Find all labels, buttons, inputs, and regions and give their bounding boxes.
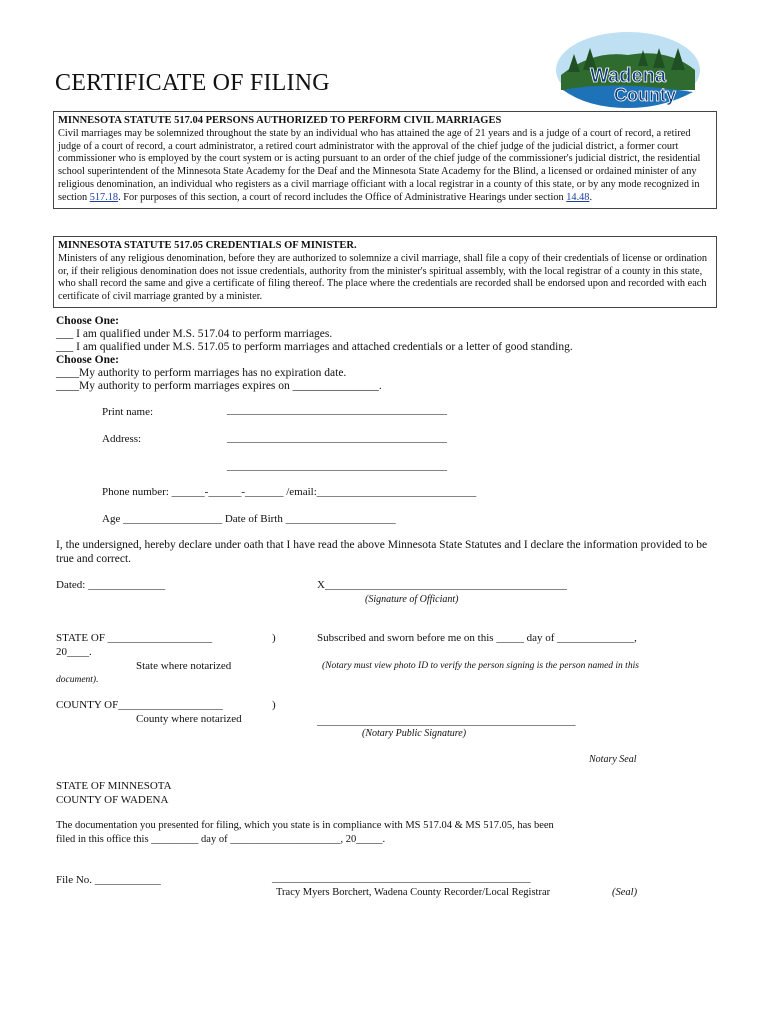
notary-seal: Notary Seal	[589, 754, 637, 765]
documentation-line-2[interactable]: filed in this office this _________ day of _____________________, 20_____.	[56, 834, 386, 845]
statute-517-04-body	[58, 128, 712, 205]
age-dob-field[interactable]: Age __________________ Date of Birth ____________________	[102, 513, 396, 525]
dated-field[interactable]: Dated: ______________	[56, 579, 166, 591]
bracket-1: )	[272, 632, 276, 644]
file-number-field[interactable]: File No. ____________	[56, 874, 161, 886]
address-field-2[interactable]: ________________________________________	[227, 460, 447, 472]
declaration: I, the undersigned, hereby declare under oath that I have read the above Minnesota State Statutes and I declare the information provided to be true and correct.	[56, 539, 708, 565]
statute-517-04-heading: MINNESOTA STATUTE 517.04 PERSONS AUTHORIZED TO PERFORM CIVIL MARRIAGES	[58, 115, 502, 126]
notary-notice-end: document).	[56, 675, 99, 685]
page-title: CERTIFICATE OF FILING	[55, 70, 330, 96]
footer-state: STATE OF MINNESOTA	[56, 780, 172, 792]
statute-517-04-text-b: . For purposes of this section, a court of record includes the Office of Administrative Hearings under section	[118, 191, 567, 203]
statute-517-04-text-a: Civil marriages may be solemnized throughout the state by an individual who has attained the age of 21 years and is a judge of a court of record, a retired judge of a court of record, a court administrator, a retired court administrator with the approval of the chief judge of the judicial district, a former court commissioner who is employed by the court system or is acting pursuant to an order of the chief judge of the commissioner's judicial district, the residential school superintendent of the Minnesota State Academy for the Deaf and the Minnesota State Academy for the Blind, a licensed or ordained minister of any religious denomination, an individual who registers as a civil marriage officiant with a local registrar in a county of this state, or by any mode recognized in section	[58, 127, 701, 203]
option-517-05[interactable]: ___ I am qualified under M.S. 517.05 to perform marriages and attached credentials or a letter of good standing.	[56, 341, 573, 353]
address-field-1[interactable]: ________________________________________	[227, 432, 447, 444]
statute-517-05-heading: MINNESOTA STATUTE 517.05 CREDENTIALS OF MINISTER.	[58, 240, 357, 251]
footer-county: COUNTY OF WADENA	[56, 794, 169, 806]
notary-notice: (Notary must view photo ID to verify the person signing is the person named in this	[322, 661, 639, 671]
wadena-county-logo	[553, 30, 703, 110]
address-label: Address:	[102, 433, 142, 445]
year-field[interactable]: 20____.	[56, 646, 92, 658]
state-of-field[interactable]: STATE OF ___________________	[56, 632, 213, 644]
bracket-2: )	[272, 699, 276, 711]
notary-signature-caption: (Notary Public Signature)	[362, 728, 467, 739]
option-expires-on[interactable]: ____My authority to perform marriages expires on _______________.	[56, 380, 382, 392]
choose-qualification	[56, 315, 573, 393]
officiant-signature-line[interactable]: X____________________________________________	[317, 579, 567, 591]
documentation-line-1: The documentation you presented for filing, which you state is in compliance with MS 517.04 & MS 517.05, has been	[56, 820, 554, 831]
logo-line2: County	[614, 85, 676, 105]
link-14-48[interactable]: 14.48	[566, 191, 590, 203]
logo-line1: Wadena	[590, 65, 666, 87]
choose-heading-1: Choose One:	[56, 315, 119, 327]
option-517-04[interactable]: ___ I am qualified under M.S. 517.04 to perform marriages.	[56, 328, 333, 340]
print-name-field[interactable]: ________________________________________	[227, 404, 447, 416]
choose-heading-2: Choose One:	[56, 354, 119, 366]
subscribed-sworn[interactable]: Subscribed and sworn before me on this _____ day of ______________,	[317, 632, 637, 644]
registrar-name: Tracy Myers Borchert, Wadena County Recorder/Local Registrar	[276, 887, 551, 898]
notary-signature-line[interactable]: _______________________________________________	[317, 715, 576, 727]
county-of-field[interactable]: COUNTY OF___________________	[56, 699, 223, 711]
option-no-expiration[interactable]: ____My authority to perform marriages has no expiration date.	[56, 367, 347, 379]
officiant-signature-caption: (Signature of Officiant)	[365, 594, 459, 605]
statute-517-04-text-c: .	[589, 191, 593, 203]
print-name-label: Print name:	[102, 406, 154, 418]
registrar-seal: (Seal)	[612, 887, 638, 898]
state-caption: State where notarized	[136, 660, 232, 672]
phone-email-field[interactable]: Phone number: ______-______-_______ /email:_____________________________	[102, 486, 477, 498]
statute-517-04-box	[53, 111, 717, 209]
statute-517-05-body: Ministers of any religious denomination, before they are authorized to solemnize a civil marriage, shall file a copy of their credentials of license or ordination or, if their religious denomination does not issue credentials, authority from the minister's spiritual assembly, with the local registrar of a county in this state, who shall record the same and give a certificate of filing thereof. The place where the credentials are recorded shall be endorsed upon and recorded with each certificate of civil marriage granted by a minister.	[58, 252, 708, 303]
registrar-signature-line[interactable]: _______________________________________________	[272, 872, 531, 884]
county-caption: County where notarized	[136, 713, 242, 725]
statute-517-05-box	[53, 236, 717, 308]
link-517-18[interactable]: 517.18	[89, 191, 119, 203]
